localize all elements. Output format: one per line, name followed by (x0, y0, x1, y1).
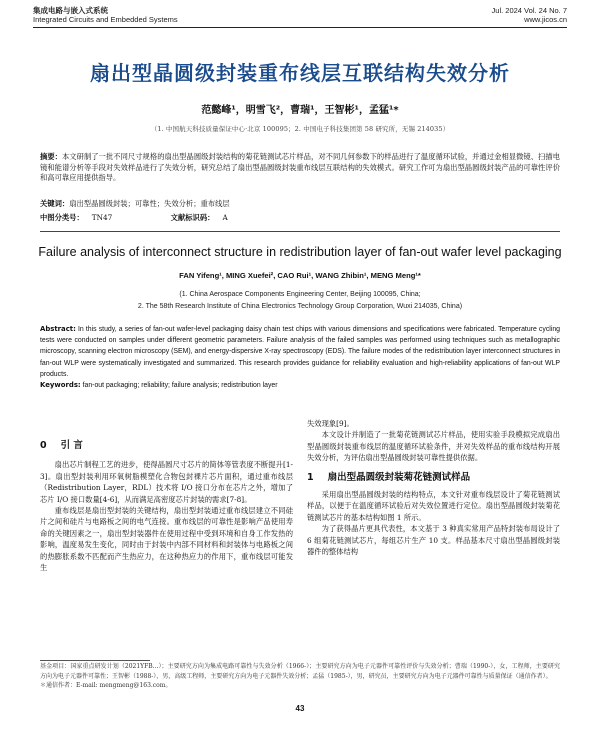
authors-en: FAN Yifeng¹, MING Xuefei², CAO Rui¹, WANG Zhibin¹, MENG Meng¹* (179, 271, 421, 280)
clc-label: 中图分类号： (40, 213, 84, 222)
left-column (40, 440, 293, 573)
section-0-heading (40, 440, 293, 451)
keywords-cn (40, 199, 560, 210)
abstract-cn (40, 152, 560, 184)
section-0-number: 0 (40, 440, 47, 451)
keywords-en-text: fan-out packaging; reliability; failure analysis; redistribution layer (82, 382, 278, 389)
footnote-funding: 基金项目：国家重点研发计划（2021YFB...）；主要研究方向为集成电路可靠性与失效分析（1966-）；主要研究方向为电子元器件可靠性评价与失效分析；曹瑞（1990-），女，工程师，主要研究方向为电子元器件可靠性；王智彬（1988-），男，高级工程师，主要研究方向为电子元器件失效分析；孟猛（1985-），男，研究员，主要研究方向为电子元器件可靠性与质量保证（通信作者）。 (40, 663, 560, 680)
abstract-cn-label: 摘要： (40, 152, 62, 161)
page-number: 43 (295, 704, 305, 713)
keywords-cn-text: 扇出型晶圆级封装；可靠性；失效分析；重布线层 (69, 199, 230, 208)
section-1-title: 扇出型晶圆级封装菊花链测试样品 (327, 471, 471, 483)
footnotes (40, 662, 560, 691)
clc-value: TN47 (91, 213, 113, 222)
intro-tail: 失效现象[9]。 (307, 419, 354, 428)
authors-cn: 范懿峰¹，明雪飞²，曹瑞¹，王智彬¹，孟猛¹* (201, 105, 399, 116)
paper-title-cn: 扇出型晶圆级封装重布线层互联结构失效分析 (90, 61, 510, 85)
footnote-rule (40, 660, 150, 661)
classification (40, 213, 244, 223)
affiliation-en-1: (1. China Aerospace Components Engineering Center, Beijing 100095, China; (179, 291, 421, 298)
divider (40, 231, 560, 232)
keywords-en-label: Keywords: (40, 381, 81, 389)
affiliation-en (33, 289, 567, 312)
section-1-heading (307, 472, 560, 483)
section-1-para-2: 为了获得晶片更具代表性，本文基于 3 种真实常用产品特封装布局设计了 6 组菊花链测试芯片，每组芯片生产 10 支。样品基本尺寸扇出型晶圆级封装器件的整体结构 (307, 524, 560, 557)
intro-para-3: 本文设计并制造了一批菊花链测试芯片样品，使用实验手段模拟完成扇出型晶圆级封装重布线层的温度循环试验条件，并对失效样品的重布线结构开展失效分析，为评估扇出型晶圆级封装可靠性提供依据。 (307, 430, 560, 463)
journal-name-en: Integrated Circuits and Embedded Systems (33, 15, 178, 24)
section-0-para-2: 重布线层是扇出型封装的关键结构，扇出型封装通过重布线层建立不同硅片之间和硅片与电路板之间的电气连接。重布线层的可靠性是影响产品使用寿命的关键因素之一，扇出型封装器件在使用过程中受到环境和自身工作发热的影响，温度易发生变化，同时由于封装中内部不同材料和封装体与电路板之间的热膨胀系数不匹配而产生热应力，在这种热应力的作用下，重布线层可能发生 (40, 506, 293, 573)
section-1-number: 1 (307, 471, 314, 483)
affiliation-en-2: 2. The 58th Research Institute of China Electronics Technology Group Corporation, Wuxi 214035, China) (137, 302, 463, 310)
abstract-en-label: Abstract: (40, 325, 76, 333)
right-column (307, 418, 560, 557)
keywords-en (40, 380, 560, 392)
section-1-para-1: 采用扇出型晶圆级封装的结构特点，本文针对重布线层设计了菊花链测试样品，以便于在温度循环试验后对失效位置进行定位。扇出型晶圆级封装菊花链测试芯片的基本结构如图 1 所示。 (307, 490, 560, 522)
doc-code-label: 文献标识码： (170, 213, 215, 222)
header-rule (33, 27, 567, 28)
doc-code-value: A (222, 213, 228, 222)
section-0-para-1: 扇出芯片制程工艺的进步，使得晶圆尺寸芯片的简体等管表度不断提升[1-3]。扇出型封装利用环氧树脂模塑化合物包封裸片芯片面积，通过重布线层（Redistribution Layer，RDL）技术将 I/O 接口分布在芯片之外，增加了芯片 I/O 接口数量[4-6]，从而满足高密度芯片封装的需求[7-8]。 (40, 460, 293, 504)
affiliation-cn: （1. 中国航天科技质量保证中心·北京 100095；2. 中国电子科技集团第 58 研究所，无锡 214035） (150, 125, 450, 133)
paper-title-en: Failure analysis of interconnect structure in redistribution layer of fan-out wafer level packaging (38, 245, 562, 259)
section-0-title: 引 言 (60, 440, 83, 451)
keywords-cn-label: 关键词： (40, 199, 70, 208)
footnote-corresponding: ＊通信作者：E-mail: mengmeng@163.com。 (40, 682, 172, 689)
abstract-en (40, 324, 560, 380)
journal-site: www.jicos.cn (524, 15, 567, 24)
issue-info: Jul. 2024 Vol. 24 No. 7 (491, 6, 567, 15)
abstract-en-text: In this study, a series of fan-out wafer-level packaging daisy chain test chips with various dimensions and specifications were fabricated. Temperature cycling tests were conducted on samples under different geometric parameters. Failure analysis of the failed samples was performed using techniques such as metallographic microscopy, scanning electron microscopy (SEM), and energy-dispersive X-ray spectroscopy (EDS). The failure modes of the redistribution layer interconnect structures in fan-out WLP were systematically investigated and summarized. This research provides guidance for reliability evaluation and high-reliability applications of fan-out WLP products. (40, 326, 560, 378)
abstract-cn-text: 本文研制了一批不同尺寸规格的扇出型晶圆级封装结构的菊花链测试芯片样品，对不同几何参数下的样品进行了温度循环试验，并通过金相显微镜、扫描电镜和能谱分析等手段对失效样品进行了失效分析，研究总结了扇出型晶圆级封装重布线层互联结构的失效模式。研究工作可为扇出型晶圆级封装产品的可靠性评价和高可靠应用提供指导。 (40, 152, 561, 183)
journal-name-cn: 集成电路与嵌入式系统 (33, 6, 108, 15)
running-header-left (33, 6, 567, 24)
